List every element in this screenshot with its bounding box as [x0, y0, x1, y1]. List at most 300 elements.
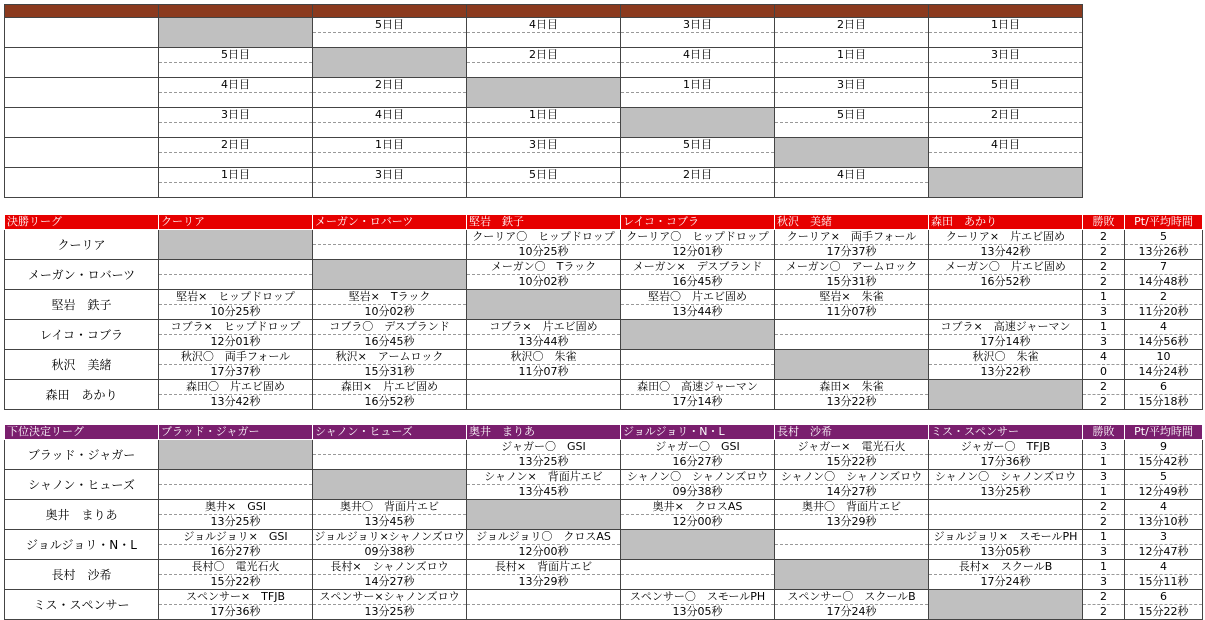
points: 4 — [1125, 500, 1203, 515]
match-result: 堅岩× ヒップドロップ — [159, 290, 313, 305]
match-time: 13分05秒 — [621, 605, 775, 620]
schedule-row-label — [5, 48, 159, 78]
match-result: メーガン〇 アームロック — [775, 260, 929, 275]
match-time: 12分00秒 — [621, 515, 775, 530]
points: 6 — [1125, 380, 1203, 395]
schedule-day-cell — [313, 48, 467, 63]
match-time: 17分36秒 — [159, 605, 313, 620]
match-time — [467, 395, 621, 410]
schedule-header-cell — [621, 5, 775, 18]
schedule-sub-cell — [775, 63, 929, 78]
match-result — [467, 380, 621, 395]
match-result — [775, 320, 929, 335]
schedule-day-cell: 5日目 — [775, 108, 929, 123]
match-result: ジャガー〇 GSI — [467, 440, 621, 455]
schedule-sub-cell — [467, 63, 621, 78]
match-result — [929, 290, 1083, 305]
match-time: 17分24秒 — [929, 575, 1083, 590]
match-result: メーガン× デスブランド — [621, 260, 775, 275]
match-result: 奥井〇 背面片エビ — [775, 500, 929, 515]
match-time — [929, 515, 1083, 530]
match-result: 森田〇 高速ジャーマン — [621, 380, 775, 395]
schedule-sub-cell — [929, 63, 1083, 78]
league-row-sub — [5, 605, 1203, 620]
schedule-day-cell: 4日目 — [313, 108, 467, 123]
match-time — [159, 485, 313, 500]
schedule-sub-cell — [621, 63, 775, 78]
match-time: 17分14秒 — [621, 395, 775, 410]
league-row-sub — [5, 575, 1203, 590]
schedule-day-cell: 4日目 — [775, 168, 929, 183]
match-result: シャノン× 背面片エビ — [467, 470, 621, 485]
schedule-day-cell: 1日目 — [467, 108, 621, 123]
league-row-sub — [5, 245, 1203, 260]
schedule-day-cell: 4日目 — [159, 78, 313, 93]
match-time: 10分25秒 — [159, 305, 313, 320]
schedule-row-label — [5, 18, 159, 48]
match-result: 長村× 背面片エビ — [467, 560, 621, 575]
match-time — [159, 245, 313, 260]
match-result: スペンサー× TFJB — [159, 590, 313, 605]
league-wrestler-name: ミス・スペンサー — [5, 590, 159, 620]
match-result — [929, 590, 1083, 605]
match-time — [159, 455, 313, 470]
schedule-day-cell: 5日目 — [467, 168, 621, 183]
match-time: 09分38秒 — [313, 545, 467, 560]
league-row — [5, 350, 1203, 365]
league-row — [5, 230, 1203, 245]
schedule-row-label — [5, 138, 159, 168]
schedule-sub-cell — [929, 123, 1083, 138]
match-result: シャノン〇 シャノンズロウ — [929, 470, 1083, 485]
match-result — [313, 470, 467, 485]
match-time: 12分01秒 — [159, 335, 313, 350]
match-result: 堅岩〇 片エビ固め — [621, 290, 775, 305]
match-result: コブラ× ヒップドロップ — [159, 320, 313, 335]
match-time: 13分45秒 — [467, 485, 621, 500]
league-header-cell: ジョルジョリ・N・L — [621, 425, 775, 440]
league-wrestler-name: 奥井 まりあ — [5, 500, 159, 530]
average-time: 14分24秒 — [1125, 365, 1203, 380]
schedule-sub-cell — [621, 93, 775, 108]
match-time — [929, 305, 1083, 320]
schedule-sub-cell — [159, 153, 313, 168]
match-result: 堅岩× Tラック — [313, 290, 467, 305]
match-time: 17分36秒 — [929, 455, 1083, 470]
schedule-day-cell: 2日目 — [929, 108, 1083, 123]
schedule-day-cell — [467, 78, 621, 93]
schedule-row — [5, 138, 1083, 153]
match-time — [775, 545, 929, 560]
match-time: 13分25秒 — [929, 485, 1083, 500]
match-time — [313, 455, 467, 470]
league-header-cell: 下位決定リーグ — [5, 425, 159, 440]
league-row — [5, 260, 1203, 275]
schedule-day-cell: 3日目 — [621, 18, 775, 33]
schedule-sub-cell — [775, 153, 929, 168]
schedule-sub-cell — [929, 33, 1083, 48]
schedule-day-cell: 2日目 — [467, 48, 621, 63]
league-wrestler-name: ジョルジョリ・N・L — [5, 530, 159, 560]
league-wrestler-name: 長村 沙希 — [5, 560, 159, 590]
schedule-sub-cell — [775, 33, 929, 48]
wins: 3 — [1083, 470, 1125, 485]
match-result: 長村× スクールB — [929, 560, 1083, 575]
schedule-day-cell — [775, 138, 929, 153]
match-result — [929, 500, 1083, 515]
match-result — [929, 380, 1083, 395]
league-wrestler-name: クーリア — [5, 230, 159, 260]
average-time: 14分48秒 — [1125, 275, 1203, 290]
schedule-sub-cell — [313, 123, 467, 138]
match-result — [775, 530, 929, 545]
average-time: 15分18秒 — [1125, 395, 1203, 410]
match-result: シャノン〇 シャノンズロウ — [775, 470, 929, 485]
league-row — [5, 530, 1203, 545]
league-row-sub — [5, 545, 1203, 560]
league-header-cell: 勝敗 — [1083, 425, 1125, 440]
league-header-cell: レイコ・コブラ — [621, 215, 775, 230]
points: 4 — [1125, 560, 1203, 575]
schedule-sub-cell — [159, 183, 313, 198]
match-time — [621, 335, 775, 350]
schedule-row-label — [5, 108, 159, 138]
wins: 2 — [1083, 500, 1125, 515]
match-time: 13分45秒 — [313, 515, 467, 530]
schedule-sub-cell — [467, 33, 621, 48]
schedule-sub-cell — [159, 63, 313, 78]
match-result: クーリア× 片エビ固め — [929, 230, 1083, 245]
league-row — [5, 560, 1203, 575]
league-header-cell: 森田 あかり — [929, 215, 1083, 230]
losses: 2 — [1083, 515, 1125, 530]
match-result: スペンサー〇 スモールPH — [621, 590, 775, 605]
wins: 2 — [1083, 260, 1125, 275]
league-wrestler-name: シャノン・ヒューズ — [5, 470, 159, 500]
average-time: 14分56秒 — [1125, 335, 1203, 350]
league-wrestler-name: 堅岩 鉄子 — [5, 290, 159, 320]
league-row-sub — [5, 455, 1203, 470]
league-wrestler-name: 森田 あかり — [5, 380, 159, 410]
schedule-day-cell: 5日目 — [929, 78, 1083, 93]
league-row-sub — [5, 365, 1203, 380]
match-time: 16分27秒 — [621, 455, 775, 470]
league-wrestler-name: 秋沢 美緒 — [5, 350, 159, 380]
schedule-header-cell — [5, 5, 159, 18]
league-header-cell: シャノン・ヒューズ — [313, 425, 467, 440]
schedule-row — [5, 48, 1083, 63]
league-row-sub — [5, 275, 1203, 290]
match-result: コブラ〇 デスブランド — [313, 320, 467, 335]
match-result: 秋沢〇 両手フォール — [159, 350, 313, 365]
match-result: クーリア〇 ヒップドロップ — [621, 230, 775, 245]
match-result: メーガン〇 片エビ固め — [929, 260, 1083, 275]
league-header-cell: 決勝リーグ — [5, 215, 159, 230]
league-row-sub — [5, 305, 1203, 320]
match-time: 13分44秒 — [467, 335, 621, 350]
league-row — [5, 440, 1203, 455]
schedule-day-cell: 3日目 — [313, 168, 467, 183]
schedule-sub-cell — [929, 153, 1083, 168]
league-header-cell: クーリア — [159, 215, 313, 230]
schedule-sub-cell — [621, 183, 775, 198]
average-time: 15分42秒 — [1125, 455, 1203, 470]
match-result: コブラ× 高速ジャーマン — [929, 320, 1083, 335]
schedule-row — [5, 168, 1083, 183]
schedule-header-cell — [775, 5, 929, 18]
points: 4 — [1125, 320, 1203, 335]
match-result — [467, 590, 621, 605]
schedule-day-cell — [621, 108, 775, 123]
league-header-cell: Pt/平均時間 — [1125, 215, 1203, 230]
schedule-table — [4, 4, 1083, 198]
schedule-header-cell — [467, 5, 621, 18]
schedule-row-sub — [5, 93, 1083, 108]
match-result — [159, 440, 313, 455]
losses: 2 — [1083, 245, 1125, 260]
match-result — [775, 560, 929, 575]
schedule-day-cell: 1日目 — [621, 78, 775, 93]
losses: 2 — [1083, 605, 1125, 620]
average-time: 12分49秒 — [1125, 485, 1203, 500]
league-header-cell: 奥井 まりあ — [467, 425, 621, 440]
match-time: 13分42秒 — [159, 395, 313, 410]
match-time: 16分45秒 — [313, 335, 467, 350]
schedule-header-cell — [159, 5, 313, 18]
match-time: 15分31秒 — [775, 275, 929, 290]
match-time: 17分37秒 — [775, 245, 929, 260]
schedule-day-cell: 2日目 — [775, 18, 929, 33]
match-result — [467, 500, 621, 515]
match-result — [621, 350, 775, 365]
match-time — [775, 335, 929, 350]
schedule-sub-cell — [775, 183, 929, 198]
league-wrestler-name: ブラッド・ジャガー — [5, 440, 159, 470]
schedule-row-label — [5, 78, 159, 108]
match-time: 16分45秒 — [621, 275, 775, 290]
lower-league-table — [4, 424, 1203, 620]
match-time: 12分00秒 — [467, 545, 621, 560]
match-time: 11分07秒 — [467, 365, 621, 380]
match-result: 奥井× クロスAS — [621, 500, 775, 515]
match-time: 10分02秒 — [467, 275, 621, 290]
schedule-day-cell: 3日目 — [159, 108, 313, 123]
schedule-day-cell: 5日目 — [313, 18, 467, 33]
schedule-sub-cell — [313, 63, 467, 78]
schedule-sub-cell — [313, 183, 467, 198]
points: 10 — [1125, 350, 1203, 365]
match-time — [159, 275, 313, 290]
wins: 2 — [1083, 590, 1125, 605]
losses: 0 — [1083, 365, 1125, 380]
match-time: 11分07秒 — [775, 305, 929, 320]
lower-league-header-row — [5, 425, 1203, 440]
match-result: 秋沢× アームロック — [313, 350, 467, 365]
match-time — [313, 275, 467, 290]
schedule-header-cell — [313, 5, 467, 18]
match-result: クーリア〇 ヒップドロップ — [467, 230, 621, 245]
schedule-row — [5, 18, 1083, 33]
schedule-day-cell: 4日目 — [929, 138, 1083, 153]
league-header-cell: 長村 沙希 — [775, 425, 929, 440]
match-result: ジャガー〇 TFJB — [929, 440, 1083, 455]
wins: 1 — [1083, 560, 1125, 575]
schedule-row-sub — [5, 153, 1083, 168]
match-result — [159, 260, 313, 275]
league-header-cell: メーガン・ロバーツ — [313, 215, 467, 230]
league-wrestler-name: レイコ・コブラ — [5, 320, 159, 350]
schedule-day-cell: 2日目 — [621, 168, 775, 183]
losses: 3 — [1083, 305, 1125, 320]
schedule-row-sub — [5, 123, 1083, 138]
league-row — [5, 290, 1203, 305]
schedule-day-cell: 1日目 — [775, 48, 929, 63]
schedule-day-cell — [929, 168, 1083, 183]
schedule-day-cell: 3日目 — [467, 138, 621, 153]
average-time: 12分47秒 — [1125, 545, 1203, 560]
match-time: 16分52秒 — [929, 275, 1083, 290]
schedule-sub-cell — [467, 123, 621, 138]
match-time — [621, 575, 775, 590]
match-time — [621, 545, 775, 560]
league-header-cell: ミス・スペンサー — [929, 425, 1083, 440]
schedule-day-cell: 4日目 — [621, 48, 775, 63]
match-time: 13分42秒 — [929, 245, 1083, 260]
match-result — [313, 260, 467, 275]
schedule-sub-cell — [467, 183, 621, 198]
match-time: 17分24秒 — [775, 605, 929, 620]
match-time: 13分25秒 — [159, 515, 313, 530]
schedule-sub-cell — [621, 33, 775, 48]
match-result: コブラ× 片エビ固め — [467, 320, 621, 335]
league-row-sub — [5, 335, 1203, 350]
match-result: ジョルジョリ× スモールPH — [929, 530, 1083, 545]
match-time — [313, 245, 467, 260]
league-header-cell: 堅岩 鉄子 — [467, 215, 621, 230]
match-time: 14分27秒 — [775, 485, 929, 500]
schedule-header-row — [5, 5, 1083, 18]
losses: 2 — [1083, 275, 1125, 290]
league-header-cell: 勝敗 — [1083, 215, 1125, 230]
losses: 2 — [1083, 395, 1125, 410]
schedule-sub-cell — [159, 33, 313, 48]
schedule-day-cell: 1日目 — [313, 138, 467, 153]
points: 5 — [1125, 470, 1203, 485]
match-time: 13分22秒 — [929, 365, 1083, 380]
points: 7 — [1125, 260, 1203, 275]
match-result: 森田〇 片エビ固め — [159, 380, 313, 395]
match-result: 森田× 朱雀 — [775, 380, 929, 395]
points: 9 — [1125, 440, 1203, 455]
match-time — [467, 515, 621, 530]
losses: 3 — [1083, 335, 1125, 350]
match-result — [775, 350, 929, 365]
schedule-row — [5, 108, 1083, 123]
schedule-row — [5, 78, 1083, 93]
match-time — [313, 485, 467, 500]
match-time: 13分29秒 — [467, 575, 621, 590]
match-time: 13分29秒 — [775, 515, 929, 530]
schedule-day-cell: 5日目 — [159, 48, 313, 63]
match-time — [929, 395, 1083, 410]
match-result: 長村× シャノンズロウ — [313, 560, 467, 575]
league-row — [5, 380, 1203, 395]
schedule-sub-cell — [621, 123, 775, 138]
schedule-sub-cell — [775, 93, 929, 108]
match-result: 森田× 片エビ固め — [313, 380, 467, 395]
losses: 3 — [1083, 575, 1125, 590]
match-result — [159, 230, 313, 245]
schedule-day-cell: 1日目 — [929, 18, 1083, 33]
wins: 2 — [1083, 230, 1125, 245]
match-time — [929, 605, 1083, 620]
match-time: 16分27秒 — [159, 545, 313, 560]
schedule-day-cell: 5日目 — [621, 138, 775, 153]
match-time: 15分31秒 — [313, 365, 467, 380]
match-time: 10分02秒 — [313, 305, 467, 320]
match-time — [775, 575, 929, 590]
schedule-row-sub — [5, 183, 1083, 198]
match-time: 14分27秒 — [313, 575, 467, 590]
match-result — [467, 290, 621, 305]
losses: 3 — [1083, 545, 1125, 560]
match-result: 秋沢〇 朱雀 — [929, 350, 1083, 365]
schedule-sub-cell — [929, 93, 1083, 108]
schedule-sub-cell — [159, 93, 313, 108]
wins: 1 — [1083, 530, 1125, 545]
match-time: 15分22秒 — [775, 455, 929, 470]
final-league-header-row — [5, 215, 1203, 230]
match-time — [467, 305, 621, 320]
schedule-day-cell: 3日目 — [929, 48, 1083, 63]
schedule-day-cell: 2日目 — [159, 138, 313, 153]
points: 5 — [1125, 230, 1203, 245]
match-time: 13分25秒 — [313, 605, 467, 620]
match-result — [621, 530, 775, 545]
wins: 2 — [1083, 380, 1125, 395]
schedule-sub-cell — [313, 153, 467, 168]
match-time: 17分37秒 — [159, 365, 313, 380]
league-row — [5, 590, 1203, 605]
league-wrestler-name: メーガン・ロバーツ — [5, 260, 159, 290]
league-row-sub — [5, 515, 1203, 530]
average-time: 11分20秒 — [1125, 305, 1203, 320]
schedule-sub-cell — [313, 33, 467, 48]
losses: 1 — [1083, 485, 1125, 500]
match-result — [621, 320, 775, 335]
points: 6 — [1125, 590, 1203, 605]
league-row-sub — [5, 485, 1203, 500]
match-time: 12分01秒 — [621, 245, 775, 260]
wins: 3 — [1083, 440, 1125, 455]
match-result: ジャガー〇 GSI — [621, 440, 775, 455]
match-result: ジョルジョリ× GSI — [159, 530, 313, 545]
schedule-sub-cell — [467, 93, 621, 108]
schedule-row-sub — [5, 33, 1083, 48]
league-header-cell: ブラッド・ジャガー — [159, 425, 313, 440]
schedule-day-cell: 2日目 — [313, 78, 467, 93]
schedule-row-label — [5, 168, 159, 198]
league-header-cell: 秋沢 美緒 — [775, 215, 929, 230]
match-result: 秋沢〇 朱雀 — [467, 350, 621, 365]
schedule-row-sub — [5, 63, 1083, 78]
match-time: 16分52秒 — [313, 395, 467, 410]
match-result: 奥井〇 背面片エビ — [313, 500, 467, 515]
match-result: 奥井× GSI — [159, 500, 313, 515]
match-result — [313, 440, 467, 455]
match-result: クーリア× 両手フォール — [775, 230, 929, 245]
wins: 1 — [1083, 290, 1125, 305]
